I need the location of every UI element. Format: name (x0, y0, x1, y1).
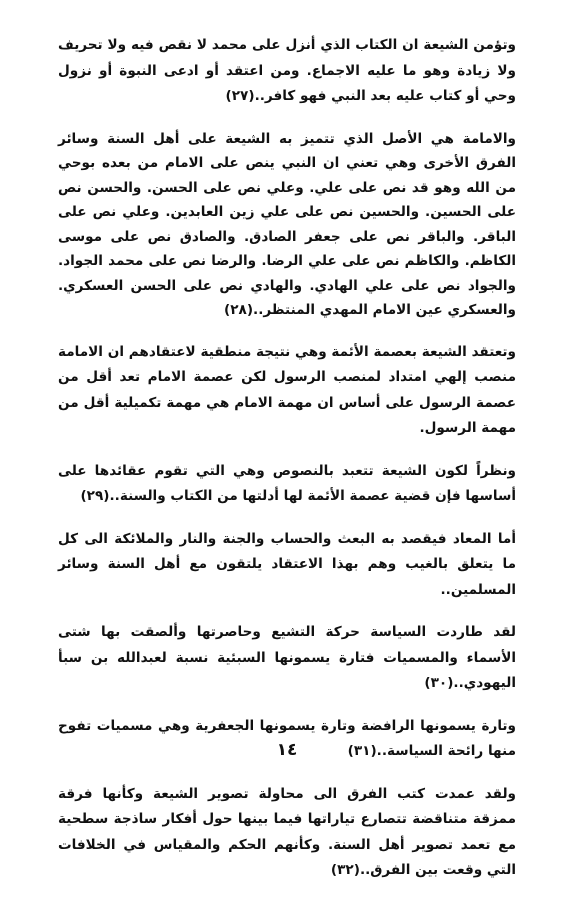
paragraph-politics: لقد طاردت السياسة حركة التشيع وحاصرتها وألصقت بها شتى الأسماء والمسميات فتارة يسمونها السبئية نسبة لعبدالله بن سبأ اليهودي..(٣٠) (58, 624, 516, 691)
paragraph-imamate: والامامة هي الأصل الذي تتميز به الشيعة على أهل السنة وسائر الفرق الأخرى وهي تعني ان النبي ينص على الامام من بعده بوحي من الله وهو قد نص على علي. وعلي نص على الحسن. والحسن نص على الحسين. والحسين نص على علي زين العابدين. وعلي نص على الباقر. والباقر نص على جعفر الصادق. والصادق نص على موسى الكاظم. والكاظم نص على علي الرضا. والرضا نص على محمد الجواد. والجواد نص على علي الهادي. والهادي نص على الحسن العسكري. والعسكري عين الامام المهدي المنتظر..(٢٨) (58, 130, 516, 318)
paragraph-names: وتارة يسمونها الرافضة وتارة يسمونها الجعفرية وهي مسميات تفوح منها رائحة السياسة..(٣١) (58, 717, 516, 759)
paragraph-quran-belief: وتؤمن الشيعة ان الكتاب الذي أنزل على محمد لا نقص فيه ولا تحريف ولا زيادة وهو ما عليه الاجماع. ومن اعتقد أو ادعى النبوة أو نزول وحي أو كتاب عليه بعد النبي فهو كافر..(٢٧) (58, 37, 516, 104)
page-body (58, 33, 516, 901)
paragraph-infallibility: وتعتقد الشيعة بعصمة الأئمة وهي نتيجة منطقية لاعتقادهم ان الامامة منصب إلهي امتداد لمنصب الرسول لكن عصمة الامام تعد أقل من عصمة الرسول على أساس ان مهمة الامام هي مهمة تكميلية أقل من مهمة الرسول. (58, 343, 516, 436)
page-number: ١٤ (276, 740, 298, 760)
paragraph-texts: ونظراً لكون الشيعة تتعبد بالنصوص وهي التي تقوم عقائدها على أساسها فإن قضية عصمة الأئمة لها أدلتها من الكتاب والسنة..(٢٩) (58, 462, 516, 504)
paragraph-resurrection: أما المعاد فيقصد به البعث والحساب والجنة والنار والملائكة الى كل ما يتعلق بالغيب وهم بهذا الاعتقاد يلتقون مع أهل السنة وسائر المسلمين.. (58, 530, 516, 598)
paragraph-sect-books: ولقد عمدت كتب الفرق الى محاولة تصوير الشيعة وكأنها فرقة ممزقة متناقضة تتصارع تياراتها فيما بينها حول أفكار ساذجة سطحية مع تعمد تصوير أهل السنة. وكأنهم الحكم والمقياس في الخلافات التي وقعت بين الفرق..(٣٢) (58, 785, 516, 878)
